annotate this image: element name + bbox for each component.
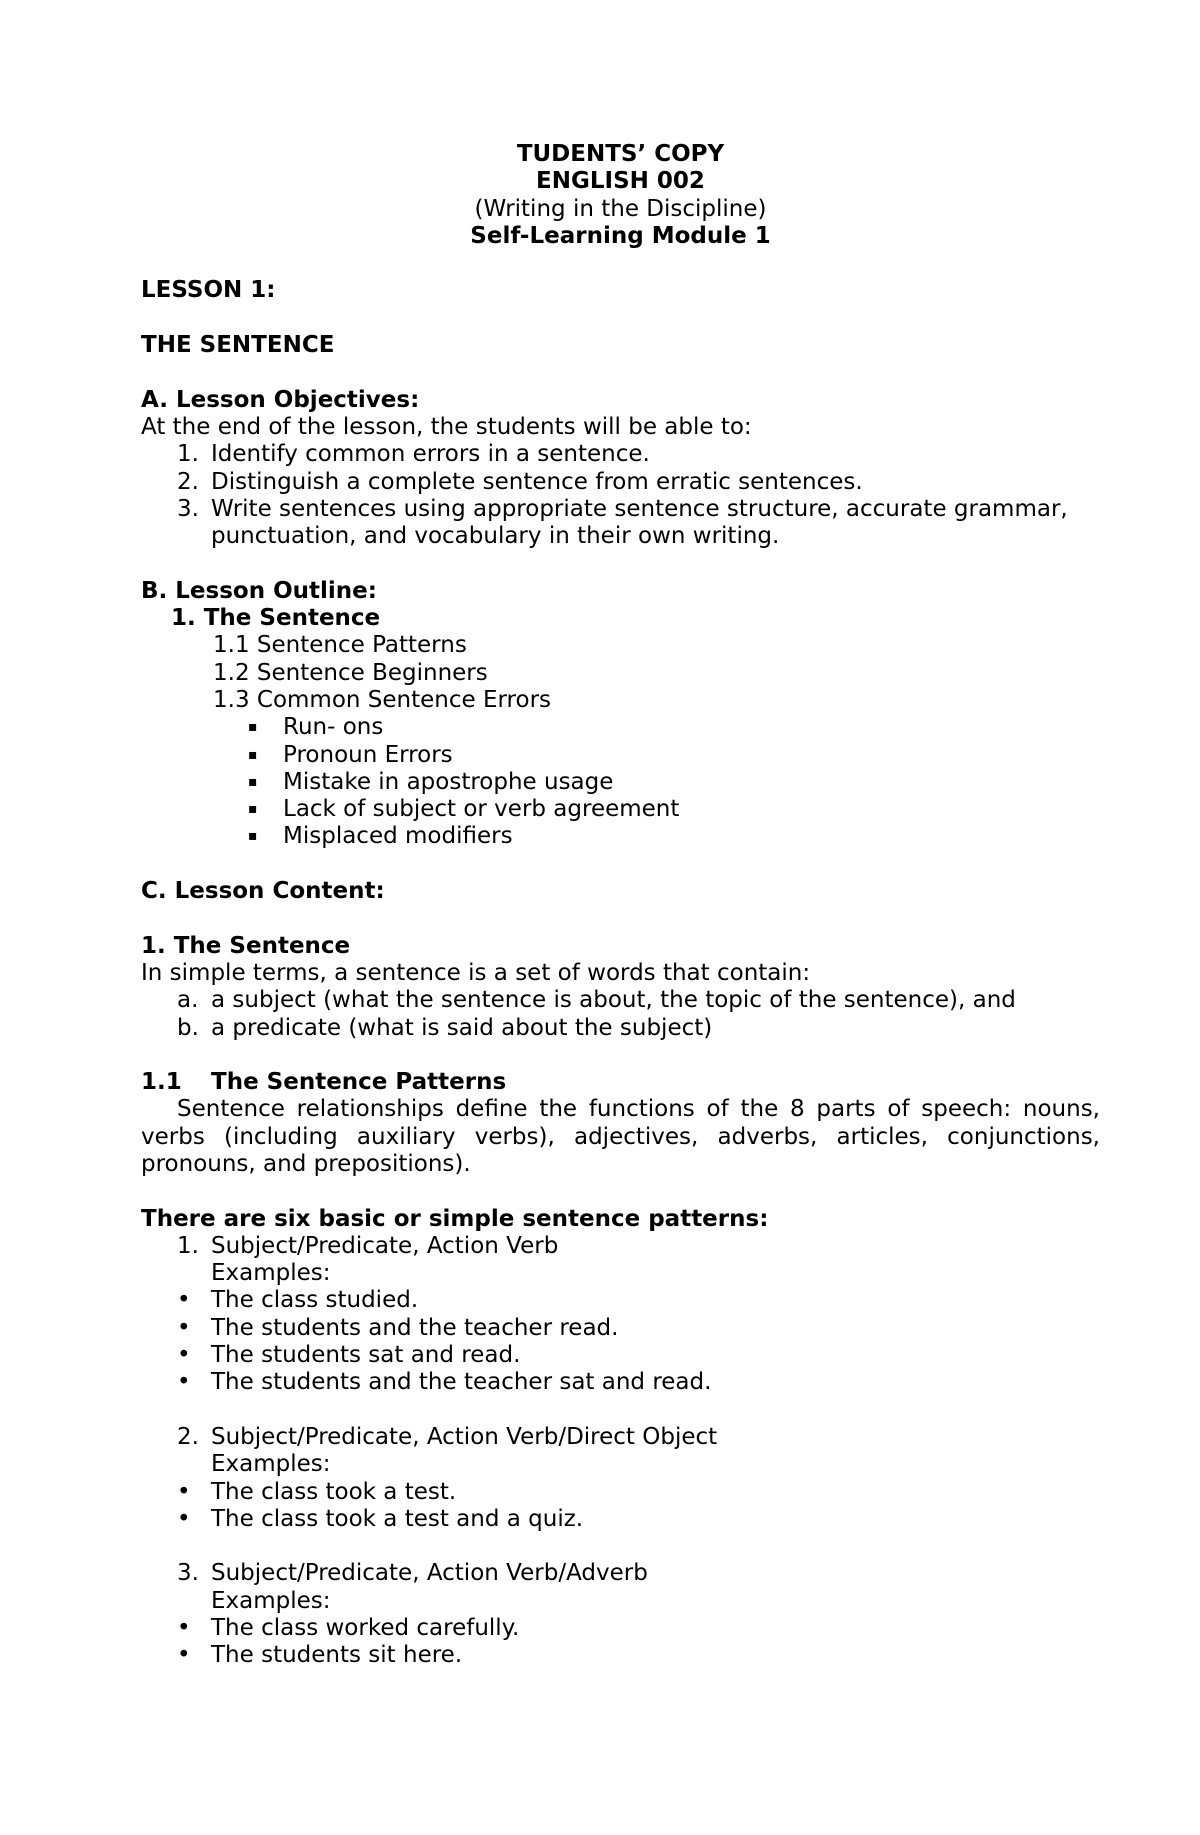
outline-subtopic: 1.2 Sentence Beginners [213,659,488,686]
bullet-icon: • [177,1505,191,1532]
outline-error-item [141,823,1100,850]
outline-heading: B. Lesson Outline: [141,577,377,604]
square-bullet-icon: ▪ [248,801,258,818]
square-bullet-icon: ▪ [248,746,258,763]
pattern-number: 2. [177,1423,199,1450]
patterns-section-title: The Sentence Patterns [211,1069,507,1096]
outline-subtopic: 1.3 Common Sentence Errors [213,686,552,713]
example-item [141,1506,1100,1533]
content-intro: In simple terms, a sentence is a set of words that contain: [141,959,811,986]
sentence-part-letter: b. [177,1014,199,1041]
example-text: The students and the teacher read. [211,1314,619,1341]
pattern-number: 1. [177,1232,199,1259]
objectives-intro: At the end of the lesson, the students will be able to: [141,413,752,440]
lesson-label: LESSON 1: [141,277,276,304]
objective-text: Write sentences using appropriate sentence structure, accurate grammar, [211,495,1068,522]
document-content [141,141,1100,1670]
content-topic: 1. The Sentence [141,932,351,959]
example-item [141,1342,1100,1369]
objective-item [141,469,1100,496]
basic-patterns-heading: There are six basic or simple sentence patterns: [141,1205,769,1232]
patterns-section-heading [141,1069,1100,1096]
bullet-icon: • [177,1287,191,1314]
pattern-item [141,1560,1100,1587]
objectives-heading: A. Lesson Objectives: [141,386,420,413]
header-students-copy: TUDENTS’ COPY [516,141,725,167]
objective-item [141,441,1100,468]
outline-error-text: Run- ons [283,714,384,741]
example-item [141,1287,1100,1314]
pattern-item [141,1424,1100,1451]
lesson-title: THE SENTENCE [141,332,335,359]
example-text: The students and the teacher sat and read. [211,1369,712,1396]
outline-topic: 1. The Sentence [171,605,381,632]
objective-text-continued: punctuation, and vocabulary in their own writing. [211,523,780,550]
example-text: The class took a test and a quiz. [211,1505,584,1532]
objective-text: Identify common errors in a sentence. [211,441,650,468]
outline-error-text: Lack of subject or verb agreement [283,796,680,823]
objective-number: 3. [177,495,199,522]
bullet-icon: • [177,1642,191,1669]
pattern-title: Subject/Predicate, Action Verb [211,1232,559,1259]
outline-error-item [141,796,1100,823]
example-text: The students sit here. [211,1642,463,1669]
header-module-title: Self-Learning Module 1 [470,222,771,249]
square-bullet-icon: ▪ [248,828,258,845]
square-bullet-icon: ▪ [248,773,258,790]
square-bullet-icon: ▪ [248,719,258,736]
header-course-title: (Writing in the Discipline) [474,195,767,222]
example-item [141,1615,1100,1642]
example-text: The students sat and read. [211,1342,521,1369]
example-item [141,1315,1100,1342]
pattern-title: Subject/Predicate, Action Verb/Direct Object [211,1423,718,1450]
sentence-part-text: a subject (what the sentence is about, the topic of the sentence), and [211,987,1016,1014]
content-heading: C. Lesson Content: [141,878,385,905]
example-item [141,1642,1100,1669]
example-item [141,1479,1100,1506]
outline-error-item [141,769,1100,796]
bullet-icon: • [177,1342,191,1369]
bullet-icon: • [177,1478,191,1505]
examples-label: Examples: [211,1587,331,1614]
bullet-icon: • [177,1314,191,1341]
pattern-item [141,1233,1100,1260]
sentence-part-text: a predicate (what is said about the subject) [211,1014,713,1041]
outline-error-text: Misplaced modifiers [283,823,513,850]
objective-number: 1. [177,441,199,468]
objective-text: Distinguish a complete sentence from erratic sentences. [211,468,863,495]
outline-error-text: Mistake in apostrophe usage [283,768,614,795]
sentence-part-letter: a. [177,987,199,1014]
example-text: The class took a test. [211,1478,457,1505]
example-item [141,1369,1100,1396]
example-text: The class worked carefully. [211,1615,520,1642]
objective-number: 2. [177,468,199,495]
pattern-title: Subject/Predicate, Action Verb/Adverb [211,1560,648,1587]
outline-error-text: Pronoun Errors [283,741,453,768]
sentence-part-item [141,1015,1100,1042]
bullet-icon: • [177,1369,191,1396]
examples-label: Examples: [211,1451,331,1478]
sentence-part-item [141,987,1100,1014]
patterns-paragraph: Sentence relationships define the functions of the 8 parts of speech: nouns, verbs (including auxiliary verbs), adjectives, adverbs, articles, conjunctions, pronouns, and prepositions). [141,1096,1100,1177]
outline-subtopic: 1.1 Sentence Patterns [213,632,467,659]
example-text: The class studied. [211,1287,419,1314]
bullet-icon: • [177,1615,191,1642]
pattern-number: 3. [177,1560,199,1587]
patterns-section-number: 1.1 [141,1069,182,1096]
examples-label: Examples: [211,1260,331,1287]
objective-item [141,496,1100,523]
header-course-code: ENGLISH 002 [536,168,705,195]
outline-error-item [141,714,1100,741]
outline-error-item [141,742,1100,769]
